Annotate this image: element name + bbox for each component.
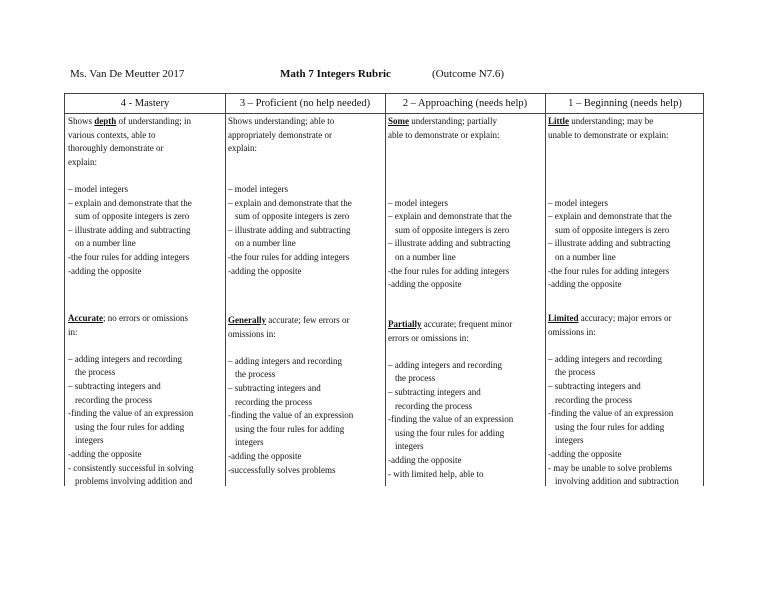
accuracy-cell <box>385 318 545 481</box>
descriptor-keyword: depth <box>94 116 117 126</box>
descriptor-line: errors or omissions in: <box>388 332 469 343</box>
criteria-item: sum of opposite integers is zero <box>395 224 510 235</box>
criteria-item: using the four rules for adding <box>235 423 345 434</box>
understanding-cell <box>225 115 385 278</box>
accuracy-cell <box>225 314 385 477</box>
accuracy-cell <box>545 312 704 486</box>
accuracy-cell <box>65 312 225 486</box>
rubric-table <box>64 93 704 486</box>
criteria-item: sum of opposite integers is zero <box>75 211 190 222</box>
understanding-descriptor <box>68 115 222 129</box>
understanding-descriptor <box>228 115 382 129</box>
criteria-item: -adding the opposite <box>548 448 622 459</box>
criteria-item: -finding the value of an expression <box>388 414 514 425</box>
descriptor-text: accurate; frequent minor <box>421 319 513 329</box>
descriptor-keyword: Limited <box>548 313 579 323</box>
understanding-cell <box>65 115 225 278</box>
criteria-item: sum of opposite integers is zero <box>235 211 350 222</box>
criteria-item: -adding the opposite <box>68 265 142 276</box>
criteria-item: -finding the value of an expression <box>228 410 354 421</box>
criteria-item: -adding the opposite <box>68 448 142 459</box>
understanding-descriptor <box>388 115 542 129</box>
criteria-item: -the four rules for adding integers <box>548 265 670 276</box>
criteria-item: integers <box>235 437 264 448</box>
descriptor-text: of understanding; in <box>116 116 192 126</box>
criteria-item: – illustrate adding and subtracting <box>68 224 191 235</box>
descriptor-text: understanding; partially <box>409 116 497 126</box>
criteria-item: -finding the value of an expression <box>68 408 194 419</box>
criteria-item: on a number line <box>235 238 296 249</box>
descriptor-prefix: Shows <box>68 116 95 126</box>
criteria-item: on a number line <box>555 251 616 262</box>
column-header-approaching: 2 – Approaching (needs help) <box>385 94 545 114</box>
understanding-cell <box>385 115 545 292</box>
criteria-item: – model integers <box>228 183 288 194</box>
accuracy-descriptor <box>68 312 222 326</box>
criteria-item: -finding the value of an expression <box>548 408 674 419</box>
descriptor-line: various contexts, able to <box>68 129 156 140</box>
teacher-name: Ms. Van De Meutter 2017 <box>70 68 185 80</box>
accuracy-descriptor <box>388 318 542 332</box>
criteria-item: – subtracting integers and <box>228 382 321 393</box>
criteria-item: – model integers <box>548 197 608 208</box>
column-header-proficient: 3 – Proficient (no help needed) <box>225 94 385 114</box>
criteria-item: sum of opposite integers is zero <box>555 224 670 235</box>
descriptor-line: thoroughly demonstrate or <box>68 143 164 154</box>
descriptor-text: ; no errors or omissions <box>102 313 188 323</box>
descriptor-keyword: Some <box>388 116 409 126</box>
criteria-item: integers <box>395 441 424 452</box>
descriptor-text: understanding; may be <box>569 116 654 126</box>
criteria-item: – explain and demonstrate that the <box>548 211 672 222</box>
column-header-mastery: 4 - Mastery <box>65 94 225 114</box>
criteria-item: recording the process <box>395 400 472 411</box>
criteria-item: the process <box>75 367 116 378</box>
criteria-item: -successfully solves problems <box>228 464 336 475</box>
descriptor-line: explain: <box>68 156 97 167</box>
criteria-item: -adding the opposite <box>388 279 462 290</box>
criteria-item: -the four rules for adding integers <box>388 265 510 276</box>
criteria-item: recording the process <box>75 394 152 405</box>
criteria-item: -adding the opposite <box>388 454 462 465</box>
criteria-item: -adding the opposite <box>548 279 622 290</box>
criteria-item: integers <box>75 435 104 446</box>
descriptor-keyword: Little <box>548 116 569 126</box>
descriptor-line: able to demonstrate or explain: <box>388 129 500 140</box>
criteria-item: – adding integers and recording <box>388 359 502 370</box>
criteria-item: the process <box>555 367 596 378</box>
criteria-item: – adding integers and recording <box>68 353 182 364</box>
descriptor-text: accurate; few errors or <box>266 315 350 325</box>
criteria-item: – model integers <box>388 197 448 208</box>
criteria-item: – model integers <box>68 183 128 194</box>
criteria-item: -the four rules for adding integers <box>68 251 190 262</box>
understanding-descriptor <box>548 115 702 129</box>
criteria-item: -adding the opposite <box>228 265 302 276</box>
criteria-item: involving addition and subtraction <box>555 476 679 486</box>
accuracy-descriptor <box>228 314 382 328</box>
criteria-item: – explain and demonstrate that the <box>228 197 352 208</box>
criteria-item: problems involving addition and <box>75 476 193 486</box>
criteria-item: the process <box>395 373 436 384</box>
criteria-item: – illustrate adding and subtracting <box>548 238 671 249</box>
accuracy-descriptor <box>548 312 702 326</box>
criteria-item: – illustrate adding and subtracting <box>228 224 351 235</box>
criteria-item: on a number line <box>395 251 456 262</box>
outcome-code: (Outcome N7.6) <box>432 68 505 80</box>
criteria-item: -adding the opposite <box>228 450 302 461</box>
descriptor-line: omissions in: <box>548 326 596 337</box>
criteria-item: recording the process <box>555 394 632 405</box>
criteria-item: – explain and demonstrate that the <box>68 197 192 208</box>
criteria-item: -the four rules for adding integers <box>228 251 350 262</box>
criteria-item: - may be unable to solve problems <box>548 462 672 473</box>
criteria-item: the process <box>235 369 276 380</box>
criteria-item: on a number line <box>75 238 136 249</box>
criteria-item: – explain and demonstrate that the <box>388 211 512 222</box>
criteria-item: – subtracting integers and <box>548 380 641 391</box>
descriptor-keyword: Generally <box>228 315 266 325</box>
criteria-item: – subtracting integers and <box>388 386 481 397</box>
criteria-item: using the four rules for adding <box>395 427 505 438</box>
descriptor-keyword: Accurate <box>68 313 103 323</box>
criteria-item: using the four rules for adding <box>555 421 665 432</box>
criteria-item: – illustrate adding and subtracting <box>388 238 511 249</box>
criteria-item: - with limited help, able to <box>388 468 484 479</box>
rubric-title: Math 7 Integers Rubric <box>280 68 391 80</box>
criteria-item: – adding integers and recording <box>228 355 342 366</box>
descriptor-line: unable to demonstrate or explain: <box>548 129 669 140</box>
criteria-item: – adding integers and recording <box>548 353 662 364</box>
criteria-item: integers <box>555 435 584 446</box>
criteria-item: recording the process <box>235 396 312 407</box>
descriptor-line: appropriately demonstrate or <box>228 129 332 140</box>
descriptor-line: in: <box>68 326 78 337</box>
descriptor-line: omissions in: <box>228 328 276 339</box>
descriptor-keyword: Partially <box>388 319 422 329</box>
descriptor-text: Shows understanding; able to <box>228 116 335 126</box>
criteria-item: - consistently successful in solving <box>68 462 194 473</box>
criteria-item: – subtracting integers and <box>68 380 161 391</box>
column-header-beginning: 1 – Beginning (needs help) <box>545 94 704 114</box>
understanding-cell <box>545 115 704 292</box>
descriptor-line: explain: <box>228 143 257 154</box>
descriptor-text: accuracy; major errors or <box>578 313 672 323</box>
criteria-item: using the four rules for adding <box>75 421 185 432</box>
